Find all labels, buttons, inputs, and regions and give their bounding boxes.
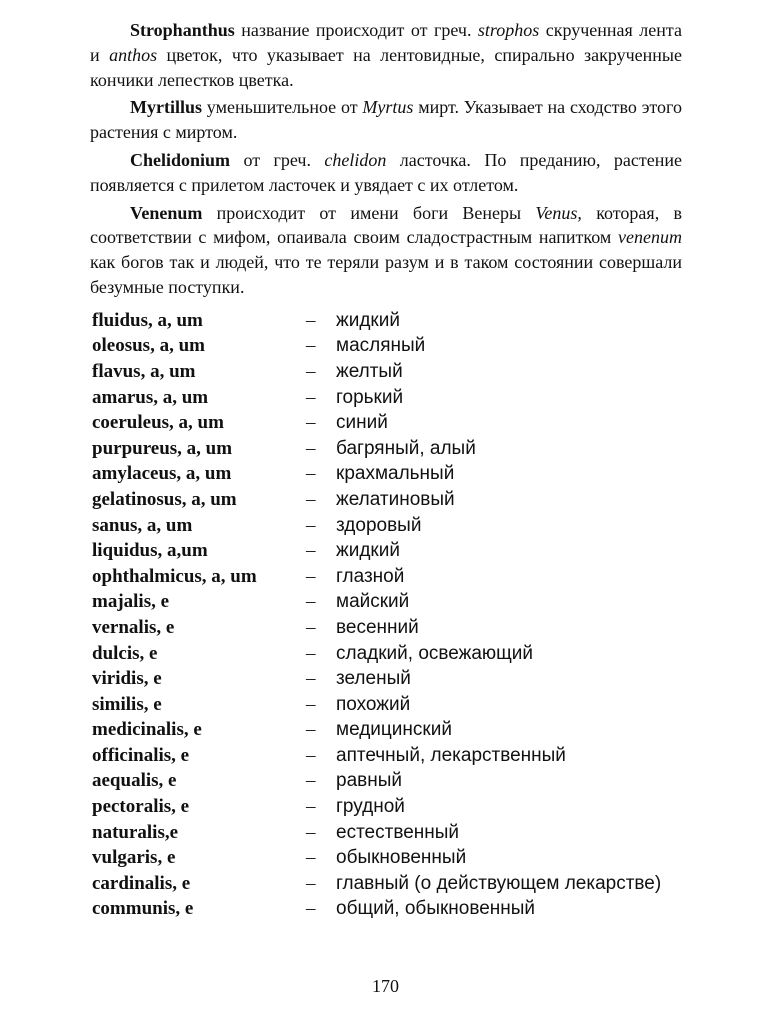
etymology-paragraph (90, 18, 682, 92)
etymology-text: от греч. (230, 149, 325, 170)
vocabulary-row (92, 615, 692, 641)
vocabulary-list (92, 308, 692, 922)
vocabulary-row (92, 538, 692, 564)
dash-separator: – (306, 616, 316, 638)
etymology-text: название происходит от греч. (234, 20, 478, 40)
russian-translation: аптечный, лекарственный (336, 744, 566, 766)
vocabulary-row (92, 308, 692, 334)
dash-separator: – (306, 821, 316, 843)
dash-separator: – (306, 744, 316, 766)
latin-term: oleosus, a, um (92, 335, 205, 357)
latin-term: aequalis, e (92, 770, 177, 792)
latin-term: coeruleus, a, um (92, 412, 224, 434)
vocabulary-row (92, 871, 692, 897)
dash-separator: – (306, 437, 316, 459)
vocabulary-row (92, 462, 692, 488)
latin-term: fluidus, a, um (92, 309, 203, 331)
dash-separator: – (306, 591, 316, 613)
russian-translation: главный (о действующем лекарстве) (336, 872, 662, 894)
russian-translation: здоровый (336, 514, 422, 536)
russian-translation: желатиновый (336, 488, 455, 510)
latin-term: officinalis, e (92, 744, 190, 766)
vocabulary-row (92, 692, 692, 718)
etymology-latin-word: venenum (618, 227, 682, 248)
latin-term: vernalis, e (92, 616, 175, 638)
latin-term: communis, e (92, 898, 194, 920)
dash-separator: – (306, 693, 316, 715)
etymology-latin-word: Venus, (535, 202, 582, 223)
russian-translation: похожий (336, 693, 411, 715)
dash-separator: – (306, 488, 316, 510)
russian-translation: синий (336, 412, 388, 434)
vocabulary-row (92, 590, 692, 616)
dash-separator: – (306, 463, 316, 485)
russian-translation: майский (336, 591, 410, 613)
russian-translation: медицинский (336, 719, 452, 741)
etymology-paragraph (90, 148, 682, 198)
latin-term: vulgaris, e (92, 847, 176, 869)
vocabulary-row (92, 513, 692, 539)
dash-separator: – (306, 642, 316, 664)
vocabulary-row (92, 359, 692, 385)
etymology-term: Chelidonium (130, 149, 231, 170)
etymology-term: Strophanthus (130, 20, 235, 40)
vocabulary-row (92, 564, 692, 590)
latin-term: naturalis,e (92, 821, 179, 843)
russian-translation: желтый (336, 360, 403, 382)
etymology-term: Venenum (130, 202, 203, 223)
dash-separator: – (306, 412, 316, 434)
vocabulary-row (92, 334, 692, 360)
latin-term: sanus, a, um (92, 514, 193, 536)
vocabulary-row (92, 845, 692, 871)
latin-term: purpureus, a, um (92, 437, 233, 459)
etymology-text: ласточка. По преданию, растение появляется с прилетом ласточек и увядает с их отлетом. (90, 149, 682, 195)
etymology-term: Myrtillus (130, 97, 202, 118)
etymology-latin-word: Myrtus (362, 97, 414, 118)
dash-separator: – (306, 770, 316, 792)
dash-separator: – (306, 514, 316, 536)
latin-term: viridis, e (92, 668, 162, 690)
vocabulary-row (92, 743, 692, 769)
etymology-text: мирт. Указывает на сходство этого растения с миртом. (90, 97, 682, 143)
latin-term: amarus, a, um (92, 386, 209, 408)
dash-separator: – (306, 668, 316, 690)
russian-translation: весенний (336, 616, 419, 638)
russian-translation: сладкий, освежающий (336, 642, 534, 664)
vocabulary-row (92, 769, 692, 795)
dash-separator: – (306, 565, 316, 587)
russian-translation: масляный (336, 335, 426, 357)
latin-term: amylaceus, a, um (92, 463, 232, 485)
russian-translation: багряный, алый (336, 437, 476, 459)
latin-term: cardinalis, e (92, 872, 191, 894)
etymology-text: которая, в соответствии с мифом, опаивала своим сладострастным напитком (90, 202, 682, 248)
latin-term: flavus, a, um (92, 360, 196, 382)
vocabulary-row (92, 487, 692, 513)
etymology-greek-word: anthos (109, 44, 158, 65)
vocabulary-row (92, 410, 692, 436)
russian-translation: горький (336, 386, 404, 408)
vocabulary-row (92, 718, 692, 744)
dash-separator: – (306, 796, 316, 818)
latin-term: dulcis, e (92, 642, 158, 664)
latin-term: liquidus, a,um (92, 540, 208, 562)
dash-separator: – (306, 309, 316, 331)
etymology-greek-word: chelidon (324, 149, 387, 170)
russian-translation: грудной (336, 796, 405, 818)
dash-separator: – (306, 847, 316, 869)
vocabulary-row (92, 666, 692, 692)
dash-separator: – (306, 719, 316, 741)
etymology-text: происходит от имени боги Венеры (202, 202, 536, 223)
etymology-greek-word: strophos (477, 20, 540, 40)
latin-term: pectoralis, e (92, 796, 190, 818)
russian-translation: обыкновенный (336, 847, 467, 869)
etymology-text: скрученная лента и (90, 20, 682, 65)
vocabulary-row (92, 385, 692, 411)
vocabulary-row (92, 436, 692, 462)
vocabulary-row (92, 820, 692, 846)
russian-translation: равный (336, 770, 402, 792)
dash-separator: – (306, 360, 316, 382)
latin-term: gelatinosus, a, um (92, 488, 237, 510)
russian-translation: зеленый (336, 668, 411, 690)
etymology-text: уменьшительное от (202, 97, 363, 118)
etymology-paragraph (90, 201, 682, 300)
vocabulary-row (92, 794, 692, 820)
latin-term: medicinalis, e (92, 719, 202, 741)
vocabulary-row (92, 897, 692, 923)
latin-term: similis, e (92, 693, 162, 715)
vocabulary-row (92, 641, 692, 667)
etymology-text: как богов так и людей, что те теряли разум и в таком состоянии совершали безумные поступки. (90, 252, 682, 297)
dash-separator: – (306, 540, 316, 562)
russian-translation: естественный (336, 821, 460, 843)
etymology-section (90, 18, 682, 303)
latin-term: ophthalmicus, a, um (92, 565, 257, 587)
page-number: 170 (372, 976, 399, 996)
russian-translation: крахмальный (336, 463, 455, 485)
dash-separator: – (306, 898, 316, 920)
russian-translation: жидкий (336, 540, 400, 562)
etymology-text: цветок, что указывает на лентовидные, спирально закрученные кончики лепестков цветка. (90, 44, 682, 90)
dash-separator: – (306, 872, 316, 894)
russian-translation: глазной (336, 565, 405, 587)
dash-separator: – (306, 386, 316, 408)
russian-translation: общий, обыкновенный (336, 898, 536, 920)
etymology-paragraph (90, 95, 682, 145)
dash-separator: – (306, 335, 316, 357)
latin-term: majalis, e (92, 591, 170, 613)
russian-translation: жидкий (336, 309, 400, 331)
